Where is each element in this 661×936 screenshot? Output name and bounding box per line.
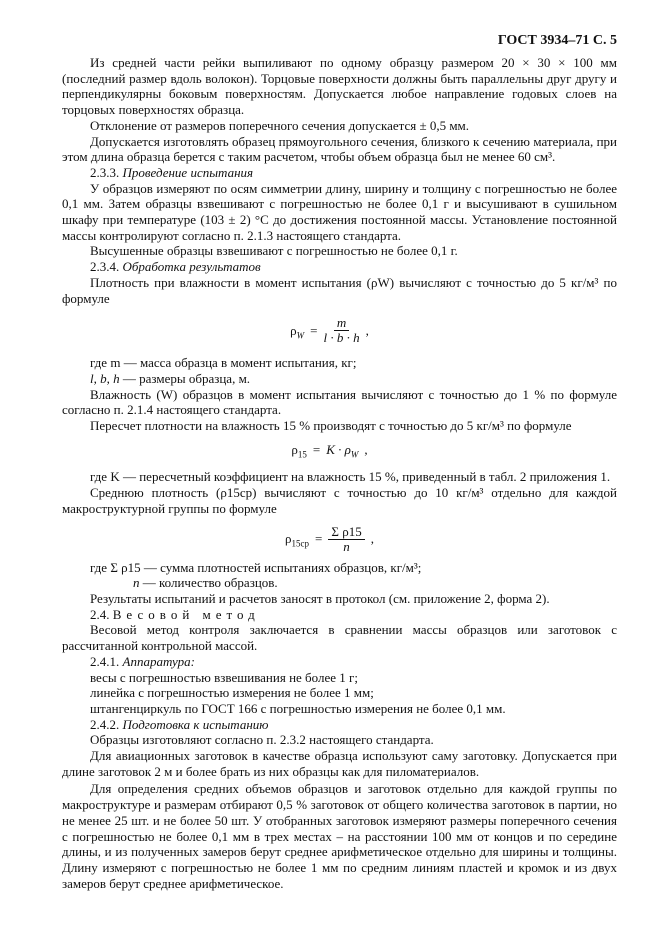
formula-equals: = <box>315 531 323 547</box>
formula-rhs-sub: W <box>350 449 359 460</box>
formula-lhs-sub: 15ср <box>291 538 310 549</box>
where-k <box>62 469 617 485</box>
where-n <box>62 575 617 591</box>
formula-comma: , <box>364 441 368 457</box>
section-title: Подготовка к испытанию <box>122 716 269 732</box>
section-number: 2.4.1. <box>90 653 120 669</box>
where-symbol: где m <box>90 355 121 371</box>
section-number: 2.4.2. <box>90 716 120 732</box>
where-text: — размеры образца, м. <box>122 370 251 386</box>
formula-denominator: l · b · h <box>323 330 360 346</box>
formula-denominator: n <box>343 538 350 554</box>
section-number: 2.4. <box>90 606 110 622</box>
document-body <box>62 55 617 891</box>
formula-numerator: Σ ρ15 <box>328 525 364 540</box>
formula-density-15 <box>62 442 617 458</box>
heading-2-3-3 <box>62 165 617 181</box>
paragraph-samples: Образцы изготовляют согласно п. 2.3.2 настоящего стандарта. <box>90 732 434 748</box>
section-title: Обработка результатов <box>122 259 261 275</box>
where-symbol: n <box>133 575 140 591</box>
formula-comma: , <box>370 531 374 547</box>
heading-2-3-4 <box>62 259 617 275</box>
formula-lhs-sub: W <box>296 330 305 341</box>
formula-equals: = <box>312 441 321 457</box>
where-lbh <box>62 371 617 387</box>
paragraph-sample-cutting: Из средней части рейки выпиливают по одному образцу размером 20 × 30 × 100 мм (последний размер вдоль волокон). Торцовые поверхности должны быть параллельны друг другу и перпендикулярны боковым поверхностям. Допускается любое направление годовых слоев на торцовых поверхностях образца. <box>62 55 617 118</box>
formula-lhs: ρ <box>291 441 298 457</box>
paragraph-weight-method: Весовой метод контроля заключается в сравнении массы образцов или заготовок с рассчитанной контрольной массой. <box>62 622 617 654</box>
page-header: ГОСТ 3934–71 С. 5 <box>497 33 617 48</box>
where-sigma <box>62 560 617 576</box>
section-title: Аппаратура: <box>122 653 195 669</box>
paragraph-mean-volume: Для определения средних объемов образцов и заготовок отдельно для каждой группы по макроструктуре и размерам отбирают 0,5 % заготовок от общего количества заготовок в партии, но не менее 25 шт. и не более 50 шт. У отобранных заготовок измеряют размеры поперечного сечения с погрешностью не более 0,1 мм в трех местах – на расстоянии 100 мм от концов и по середине длины, и из полученных замеров берут среднее арифметическое отдельно для ширины и толщины. Длину измеряют с погрешностью не более 1 мм по средним линиям пластей и кромок и из двух замеров берут среднее арифметическое. <box>62 781 617 891</box>
formula-lhs-sub: 15 <box>297 449 307 460</box>
paragraph-measurement: У образцов измеряют по осям симметрии длину, ширину и толщину с погрешностью не более 0,1 мм. Затем образцы взвешивают с погрешностью не более 0,1 г и высушивают в сушильном шкафу при температуре (103 ± 2) °С до достижения постоянной массы. Установление постоянной массы контролируют согласно п. 2.1.3 настоящего стандарта. <box>62 180 617 243</box>
where-text: — сумма плотностей испытаниях образцов, кг/м³; <box>143 559 422 575</box>
formula-density-w <box>62 316 617 345</box>
formula-mean-density <box>62 525 617 554</box>
paragraph-aviation: Для авиационных заготовок в качестве образца используют саму заготовку. Допускается при длине заготовок 2 м и более брать из них образцы как для пиломатериалов. <box>62 748 617 779</box>
section-number: 2.3.4. <box>90 259 120 275</box>
paragraph-tolerance: Отклонение от размеров поперечного сечения допускается ± 0,5 мм. <box>90 117 470 133</box>
paragraph-density: Плотность при влажности в момент испытания (ρW) вычисляют с точностью до 5 кг/м³ по формуле <box>62 274 617 306</box>
paragraph-mean-density: Среднюю плотность (ρ15ср) вычисляют с точностью до 10 кг/м³ отдельно для каждой макроструктурной группы по формуле <box>62 485 617 516</box>
list-item: весы с погрешностью взвешивания не более 1 г; <box>90 669 358 685</box>
formula-equals: = <box>310 322 318 338</box>
paragraph-moisture: Влажность (W) образцов в момент испытания вычисляют с точностью до 1 % по формуле согласно п. 2.1.4 настоящего стандарта. <box>62 386 617 418</box>
where-symbol: где Σ ρ15 <box>90 559 141 575</box>
where-symbol: где K <box>90 469 120 485</box>
heading-2-4-1 <box>62 654 617 670</box>
paragraph-results: Результаты испытаний и расчетов заносят в протокол (см. приложение 2, форма 2). <box>90 590 550 606</box>
paragraph-rectangular-sample: Допускается изготовлять образец прямоугольного сечения, близкого к сечению материала, при этом длина образца берется с таким расчетом, чтобы объем образца был не менее 60 см³. <box>62 133 617 165</box>
formula-lhs: ρ <box>285 531 292 547</box>
paragraph-dried-weigh: Высушенные образцы взвешивают с погрешностью не более 0,1 г. <box>90 243 458 259</box>
where-text: — масса образца в момент испытания, кг; <box>123 355 357 371</box>
list-item: линейка с погрешностью измерения не более 1 мм; <box>90 685 374 701</box>
heading-2-4-2 <box>62 717 617 733</box>
section-title: Весовой метод <box>112 606 260 622</box>
where-text: — количество образцов. <box>142 575 278 591</box>
formula-rhs: K · ρ <box>326 441 351 457</box>
heading-2-4 <box>62 607 617 623</box>
formula-lhs: ρ <box>290 322 297 338</box>
where-symbol: l, b, h <box>90 370 120 386</box>
list-item: штангенциркуль по ГОСТ 166 с погрешностью измерения не более 0,1 мм. <box>90 700 506 716</box>
paragraph-recalculation: Пересчет плотности на влажность 15 % производят с точностью до 5 кг/м³ по формуле <box>90 418 572 434</box>
section-number: 2.3.3. <box>90 164 120 180</box>
formula-comma: , <box>365 322 369 338</box>
formula-numerator: m <box>334 316 349 331</box>
section-title: Проведение испытания <box>122 164 254 180</box>
where-text: — пересчетный коэффициент на влажность 15 %, приведенный в табл. 2 приложения 1. <box>122 469 611 485</box>
where-m <box>62 355 617 371</box>
